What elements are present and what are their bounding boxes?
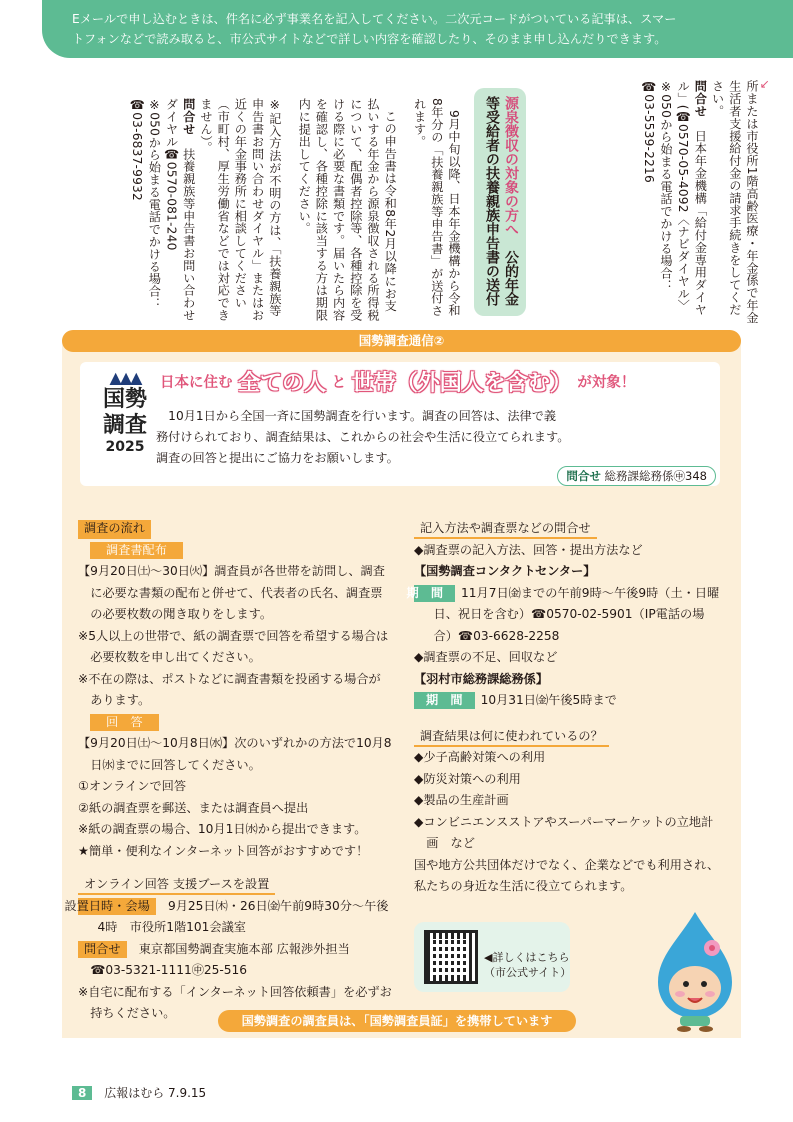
top-banner bbox=[42, 0, 793, 58]
usage-item-1: ◆少子高齢対策への利用 bbox=[414, 750, 546, 764]
pension-inq: 日本年金機構「給付金専用ダイヤル」(☎0570-05-4092〈ナビダイヤル〉 bbox=[676, 80, 708, 316]
fuyou-title-highlight: 源泉徴収の対象の方へ bbox=[503, 96, 519, 236]
booth-date-label: 設置日時・会場 bbox=[78, 898, 156, 915]
census-hero bbox=[80, 362, 720, 486]
headline-d: 世帯（外国人を含む） bbox=[351, 371, 572, 396]
booth-title: オンライン回答 支援ブースを設置 bbox=[78, 876, 275, 895]
distribution-note-2: ※不在の際は、ポストなどに調査書類を投函する場合があります。 bbox=[78, 671, 381, 707]
headline-c: と bbox=[331, 375, 347, 391]
booth-note: ※自宅に配布する「インターネット回答依頼書」を必ずお持ちください。 bbox=[78, 984, 392, 1020]
answer-title: 回 答 bbox=[90, 714, 159, 731]
census-intro bbox=[156, 406, 716, 469]
publication-name: 広報はむら 7.9.15 bbox=[104, 1086, 207, 1100]
inquiry-item-1: ◆調査票の記入方法、回答・提出方法など bbox=[414, 542, 643, 557]
distribution-text: 【9月20日㈯～30日㈫】調査員が各世帯を訪問し、調査に必要な書類の配布と併せて、代表者の氏名、調査票の必要枚数の聞き取りをします。 bbox=[78, 564, 385, 621]
census-footer: 国勢調査の調査員は、「国勢調査員証」を携帯しています bbox=[218, 1010, 576, 1032]
mountain-icon: ▲▲▲ bbox=[109, 368, 141, 387]
logo-line-2: 調査 bbox=[102, 413, 147, 438]
inquiry-period: 11月7日㈮までの午前9時～午後9時（土・日曜日、祝日を含む）☎0570-02-5901（IP電話の場合）☎03-6628-2258 bbox=[433, 585, 720, 643]
inquiry-title: 記入方法や調査票などの問合せ bbox=[414, 520, 597, 539]
logo-year: 2025 bbox=[105, 439, 145, 455]
page-number: 8 bbox=[72, 1086, 92, 1100]
pension-inq-label: 問合せ bbox=[693, 80, 708, 118]
pension-note: ※050から始まる電話でかける場合： bbox=[658, 80, 673, 292]
mascot-icon bbox=[650, 908, 740, 1032]
census-right-column bbox=[406, 518, 720, 898]
inquiry-period-2: 10月31日㈮午後5時まで bbox=[480, 693, 617, 707]
census-tab: 国勢調査通信② bbox=[62, 330, 741, 352]
fuyou-p1: 9月中旬以降、日本年金機構から令和8年分の「扶養親族等申告書」が送付されます。 bbox=[412, 98, 461, 317]
qr-caption-1: ◀詳しくはこちら bbox=[484, 951, 570, 964]
qr-caption bbox=[484, 950, 571, 980]
pension-body: 所または市役所1階高齢医療・年金係で年金生活者支援給付金の請求手続きをしてください。 bbox=[710, 80, 759, 324]
intro-line-3: 調査の回答と提出にご協力をお願いします。 bbox=[156, 451, 399, 465]
article-fuyou bbox=[88, 98, 462, 324]
distribution-title: 調査書配布 bbox=[90, 542, 183, 559]
headline-b: 全ての人 bbox=[238, 371, 327, 396]
usage-item-3: ◆製品の生産計画 bbox=[414, 793, 509, 807]
banner-line-2: トフォンなどで読み取ると、市公式サイトなどで詳しい内容を確認したり、そのまま申し込んだりできます。 bbox=[72, 32, 667, 46]
logo-line-1: 国勢 bbox=[102, 387, 147, 412]
answer-recommend: ★簡単・便利なインターネット回答がおすすめです！ bbox=[78, 843, 369, 858]
booth-date: 9月25日㈭・26日㈮午前9時30分～午後4時 市役所1階101会議室 bbox=[97, 898, 389, 934]
intro-line-1: 10月1日から全国一斉に国勢調査を行います。調査の回答は、法律で義 bbox=[156, 409, 557, 423]
contact-text: 総務課総務係㊥348 bbox=[604, 469, 707, 483]
fuyou-p2: この申告書は令和8年2月以降にお支払いする年金から源泉徴収される所得税について、配偶者控除等、各種控除を受ける際に必要な書類です。届いたら内容を確認し、各種控除に該当する方は期限内に提出してください。 bbox=[297, 98, 398, 322]
inquiry-center: 【国勢調査コンタクトセンター】 bbox=[414, 564, 596, 578]
booth-inq-label: 問合せ bbox=[78, 941, 127, 958]
usage-item-2: ◆防災対策への利用 bbox=[414, 771, 521, 786]
inquiry-period-label: 期 間 bbox=[414, 585, 455, 602]
booth-tel: ☎03-5321-1111㊥25-516 bbox=[90, 963, 248, 977]
answer-text: 【9月20日㈯～10月8日㈬】次のいずれかの方法で10月8日㈬までに回答してください。 bbox=[78, 736, 392, 772]
headline-a: 日本に住む bbox=[160, 375, 233, 391]
inquiry-period-2-label: 期 間 bbox=[414, 692, 475, 709]
headline-e: が対象！ bbox=[577, 375, 636, 391]
census-left-column bbox=[64, 518, 392, 1025]
fuyou-title-box bbox=[474, 88, 526, 316]
fuyou-tel: ☎03-6837-9932 bbox=[130, 98, 145, 201]
usage-title: 調査結果は何に使われているの？ bbox=[414, 728, 609, 747]
fuyou-inq: 扶養親族等申告書お問い合わせダイヤル☎0570-081-240 bbox=[164, 98, 196, 322]
fuyou-title-rest: 公的年金等受給者の扶養親族申告書の送付 bbox=[484, 96, 519, 306]
fuyou-note: ※050から始まる電話でかける場合： bbox=[147, 98, 162, 310]
inquiry-item-2: ◆調査票の不足、回収など bbox=[414, 650, 558, 664]
distribution-note-1: ※5人以上の世帯で、紙の調査票で回答を希望する場合は必要枚数を申し出てください。 bbox=[78, 628, 389, 664]
census-logo bbox=[90, 368, 160, 476]
inquiry-city: 【羽村市総務課総務係】 bbox=[414, 671, 549, 686]
fuyou-title bbox=[482, 96, 520, 316]
qr-box[interactable] bbox=[414, 922, 570, 992]
usage-summary: 国や地方公共団体だけでなく、企業などでも利用され、私たちの身近な生活に役立てられます。 bbox=[414, 857, 720, 893]
booth-inq: 東京都国勢調査実施本部 広報渉外担当 bbox=[138, 941, 350, 956]
pension-tel: ☎03-5539-2216 bbox=[641, 80, 656, 183]
census-contact bbox=[557, 466, 716, 486]
flow-title: 調査の流れ bbox=[78, 520, 151, 539]
intro-line-2: 務付けられており、調査結果は、これからの社会や生活に役立てられます。 bbox=[156, 430, 570, 444]
answer-option-1: ①オンラインで回答 bbox=[78, 779, 187, 793]
article-pension bbox=[560, 77, 770, 324]
continuation-arrow-icon: ↙ bbox=[759, 77, 770, 91]
usage-item-4: ◆コンビニエンスストアやスーパーマーケットの立地計画 など bbox=[414, 814, 714, 850]
qr-code-icon[interactable] bbox=[424, 930, 478, 984]
fuyou-p3: ※記入方法が不明の方は、「扶養親族等申告書お問い合わせダイヤル」またはお近くの年金事務所に相談してください（市町村、厚生労働省などでは対応できません）。 bbox=[198, 98, 282, 322]
contact-label: 問合せ bbox=[566, 469, 601, 483]
page-footer bbox=[72, 1084, 206, 1101]
qr-caption-2: （市公式サイト） bbox=[484, 966, 572, 979]
fuyou-inq-label: 問合せ bbox=[181, 98, 196, 136]
banner-line-1: Eメールで申し込むときは、件名に必ず事業名を記入してください。二次元コードがついている記事は、スマー bbox=[72, 12, 677, 26]
census-headline bbox=[160, 366, 635, 397]
answer-option-2: ②紙の調査票を郵送、または調査員へ提出 bbox=[78, 800, 309, 815]
answer-note: ※紙の調査票の場合、10月1日㈬から提出できます。 bbox=[78, 822, 367, 836]
